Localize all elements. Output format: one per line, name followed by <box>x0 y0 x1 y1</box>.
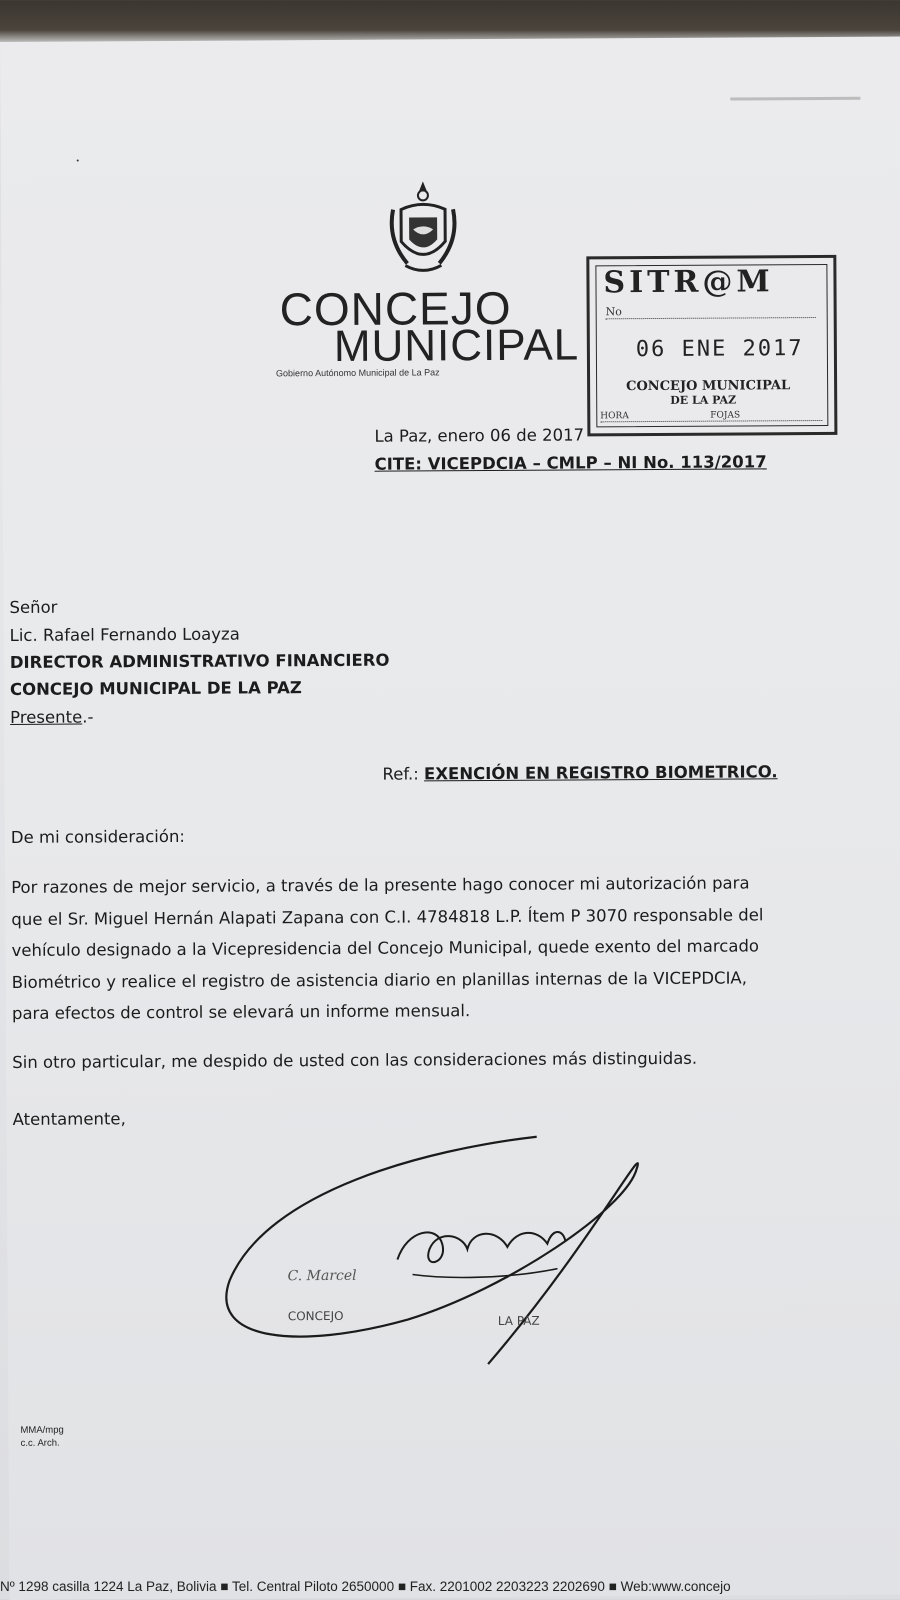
recipient-institution: CONCEJO MUNICIPAL DE LA PAZ <box>9 678 302 699</box>
logo-word-concejo: CONCEJO <box>279 281 512 336</box>
signature-stamp-city: LA PAZ <box>497 1313 540 1328</box>
stamp-fojas-field: FOJAS <box>710 410 741 421</box>
concejo-logo <box>271 179 580 381</box>
stamp-hora-field: HORA <box>600 410 822 422</box>
presente-line <box>10 707 93 727</box>
paragraph-line: vehículo designado a la Vicepresidencia del Concejo Municipal, quede exento del marcado <box>11 936 760 960</box>
paper-speck <box>77 160 79 162</box>
logo-subtitle: Gobierno Autónomo Municipal de La Paz <box>275 367 440 379</box>
logo-word-municipal: MUNICIPAL <box>333 320 580 371</box>
greeting: De mi consideración: <box>10 826 186 847</box>
presente-suffix: .- <box>82 707 94 727</box>
paragraph-line: que el Sr. Miguel Hernán Alapati Zapana con C.I. 4784818 L.P. Ítem P 3070 responsable del <box>11 904 764 929</box>
signature-stamp-name: C. Marcel <box>287 1267 357 1285</box>
stamp-title: SITR@M <box>603 264 774 301</box>
paragraph-line: Por razones de mejor servicio, a través de la presente hago conocer mi autorización para <box>11 873 750 897</box>
salutation: Señor <box>9 597 58 617</box>
letter-footer: Nº 1298 casilla 1224 La Paz, Bolivia ■ Tel. Central Piloto 2650000 ■ Fax. 2201002 2203223 2202690 ■ Web:www.concejo <box>0 1579 731 1594</box>
recipient-name: Lic. Rafael Fernando Loayza <box>9 624 240 645</box>
reception-stamp <box>586 255 837 437</box>
presente-word: Presente <box>10 707 83 727</box>
place-date: La Paz, enero 06 de 2017 <box>374 425 585 446</box>
copy-archive: c.c. Arch. <box>20 1437 60 1449</box>
reference-subject: EXENCIÓN EN REGISTRO BIOMETRICO. <box>423 762 778 784</box>
paper-smudge <box>730 97 860 101</box>
typist-initials: MMA/mpg <box>20 1424 64 1436</box>
coat-of-arms-icon <box>383 179 464 279</box>
closing-line: Sin otro particular, me despido de usted con las consideraciones más distinguidas. <box>12 1048 698 1072</box>
stamp-number-field: No <box>606 304 816 319</box>
stamp-date: 06 ENE 2017 <box>635 336 804 363</box>
paragraph-line: para efectos de control se elevará un informe mensual. <box>11 1001 471 1023</box>
handwritten-signature <box>207 1128 668 1371</box>
reference-line <box>382 762 777 783</box>
body-paragraph <box>11 867 892 1030</box>
letter-page <box>0 37 900 1600</box>
stamp-organization: CONCEJO MUNICIPAL <box>626 378 791 395</box>
stamp-organization-city: DE LA PAZ <box>670 393 737 407</box>
recipient-position: DIRECTOR ADMINISTRATIVO FINANCIERO <box>9 650 390 672</box>
reference-label: Ref.: <box>382 764 425 784</box>
paragraph-line: Biométrico y realice el registro de asistencia diario en planillas internas de la VICEPDCIA, <box>11 967 747 992</box>
signoff: Atentamente, <box>12 1109 126 1129</box>
cite-reference: CITE: VICEPDCIA – CMLP – NI No. 113/2017 <box>374 452 767 474</box>
signature-stamp-org: CONCEJO <box>287 1308 344 1324</box>
